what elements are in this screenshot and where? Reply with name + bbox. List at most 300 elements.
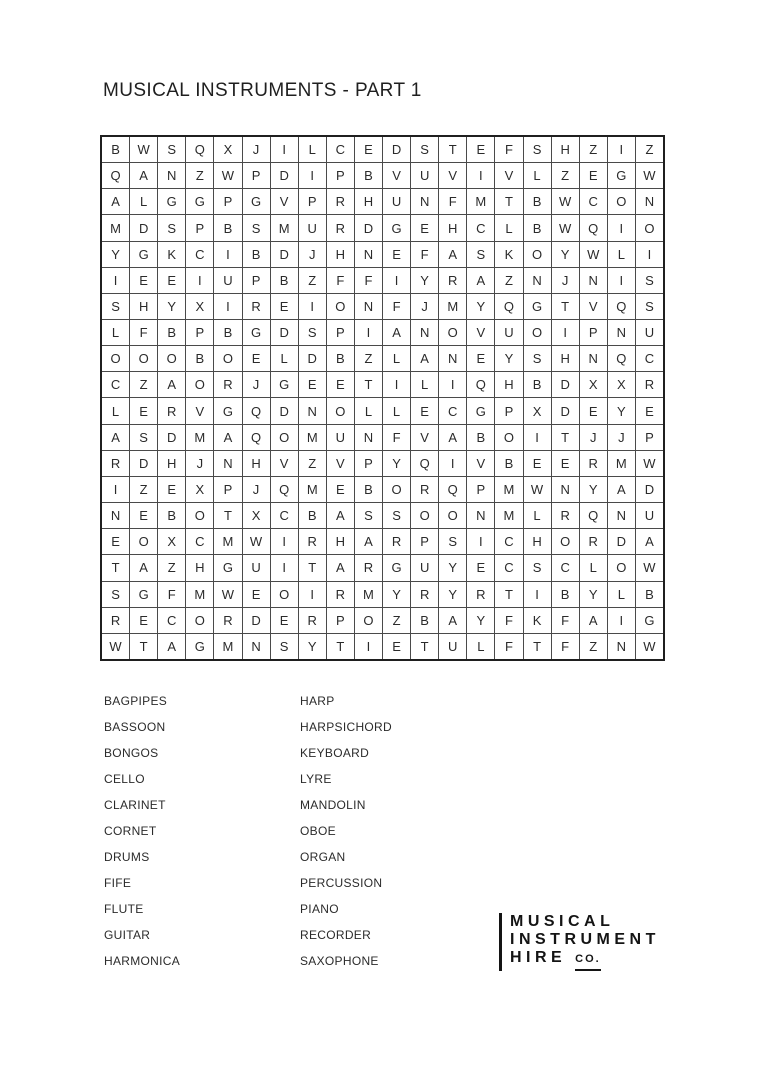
grid-cell-r11c6: Q bbox=[243, 398, 270, 423]
grid-cell-r9c18: N bbox=[580, 346, 607, 371]
grid-cell-r7c5: I bbox=[214, 294, 241, 319]
grid-cell-r16c2: O bbox=[130, 529, 157, 554]
grid-cell-r8c18: P bbox=[580, 320, 607, 345]
grid-cell-r11c17: D bbox=[552, 398, 579, 423]
grid-cell-r3c11: U bbox=[383, 189, 410, 214]
grid-cell-r1c4: Q bbox=[186, 137, 213, 162]
grid-cell-r14c1: I bbox=[102, 477, 129, 502]
word-item: GUITAR bbox=[104, 928, 151, 942]
grid-cell-r10c11: I bbox=[383, 372, 410, 397]
grid-cell-r8c13: O bbox=[439, 320, 466, 345]
logo-line-musical: MUSICAL bbox=[510, 913, 615, 930]
grid-cell-r3c16: B bbox=[524, 189, 551, 214]
grid-cell-r5c6: B bbox=[243, 242, 270, 267]
grid-cell-r10c16: B bbox=[524, 372, 551, 397]
grid-cell-r18c13: Y bbox=[439, 582, 466, 607]
grid-cell-r13c16: E bbox=[524, 451, 551, 476]
grid-cell-r2c16: L bbox=[524, 163, 551, 188]
grid-cell-r9c2: O bbox=[130, 346, 157, 371]
grid-cell-r19c12: B bbox=[411, 608, 438, 633]
grid-cell-r14c16: W bbox=[524, 477, 551, 502]
grid-cell-r6c18: N bbox=[580, 268, 607, 293]
grid-cell-r13c19: M bbox=[608, 451, 635, 476]
grid-cell-r14c6: J bbox=[243, 477, 270, 502]
grid-cell-r4c19: I bbox=[608, 215, 635, 240]
grid-cell-r19c2: E bbox=[130, 608, 157, 633]
grid-cell-r1c11: D bbox=[383, 137, 410, 162]
grid-cell-r17c18: L bbox=[580, 555, 607, 580]
grid-cell-r18c15: T bbox=[495, 582, 522, 607]
grid-cell-r9c19: Q bbox=[608, 346, 635, 371]
grid-cell-r8c2: F bbox=[130, 320, 157, 345]
grid-cell-r11c5: G bbox=[214, 398, 241, 423]
grid-cell-r3c1: A bbox=[102, 189, 129, 214]
grid-cell-r2c7: D bbox=[271, 163, 298, 188]
word-item: FIFE bbox=[104, 876, 132, 890]
grid-cell-r4c12: E bbox=[411, 215, 438, 240]
grid-cell-r18c16: I bbox=[524, 582, 551, 607]
grid-cell-r13c17: E bbox=[552, 451, 579, 476]
grid-cell-r15c5: T bbox=[214, 503, 241, 528]
grid-cell-r12c16: I bbox=[524, 425, 551, 450]
grid-cell-r18c3: F bbox=[158, 582, 185, 607]
grid-cell-r7c1: S bbox=[102, 294, 129, 319]
grid-cell-r13c3: H bbox=[158, 451, 185, 476]
grid-cell-r1c7: I bbox=[271, 137, 298, 162]
grid-cell-r3c2: L bbox=[130, 189, 157, 214]
grid-cell-r9c6: E bbox=[243, 346, 270, 371]
grid-cell-r16c7: I bbox=[271, 529, 298, 554]
grid-cell-r17c1: T bbox=[102, 555, 129, 580]
grid-cell-r16c1: E bbox=[102, 529, 129, 554]
grid-cell-r6c13: R bbox=[439, 268, 466, 293]
grid-cell-r1c13: T bbox=[439, 137, 466, 162]
grid-cell-r2c14: I bbox=[467, 163, 494, 188]
grid-cell-r9c20: C bbox=[636, 346, 663, 371]
grid-cell-r11c18: E bbox=[580, 398, 607, 423]
grid-cell-r20c14: L bbox=[467, 634, 494, 659]
grid-cell-r10c15: H bbox=[495, 372, 522, 397]
grid-cell-r4c18: Q bbox=[580, 215, 607, 240]
grid-cell-r17c2: A bbox=[130, 555, 157, 580]
grid-cell-r13c13: I bbox=[439, 451, 466, 476]
grid-cell-r5c4: C bbox=[186, 242, 213, 267]
grid-cell-r3c13: F bbox=[439, 189, 466, 214]
grid-cell-r4c11: G bbox=[383, 215, 410, 240]
grid-cell-r6c3: E bbox=[158, 268, 185, 293]
grid-cell-r8c3: B bbox=[158, 320, 185, 345]
grid-cell-r15c9: A bbox=[327, 503, 354, 528]
grid-cell-r1c18: Z bbox=[580, 137, 607, 162]
grid-cell-r13c6: H bbox=[243, 451, 270, 476]
grid-cell-r4c9: R bbox=[327, 215, 354, 240]
grid-cell-r2c3: N bbox=[158, 163, 185, 188]
grid-cell-r17c9: A bbox=[327, 555, 354, 580]
grid-cell-r14c19: A bbox=[608, 477, 635, 502]
grid-cell-r13c10: P bbox=[355, 451, 382, 476]
grid-cell-r6c4: I bbox=[186, 268, 213, 293]
grid-cell-r17c7: I bbox=[271, 555, 298, 580]
grid-cell-r13c4: J bbox=[186, 451, 213, 476]
grid-cell-r15c20: U bbox=[636, 503, 663, 528]
word-item: SAXOPHONE bbox=[300, 954, 379, 968]
grid-cell-r2c20: W bbox=[636, 163, 663, 188]
grid-cell-r11c1: L bbox=[102, 398, 129, 423]
grid-cell-r2c19: G bbox=[608, 163, 635, 188]
grid-cell-r17c4: H bbox=[186, 555, 213, 580]
grid-cell-r6c12: Y bbox=[411, 268, 438, 293]
grid-cell-r5c3: K bbox=[158, 242, 185, 267]
grid-cell-r9c12: A bbox=[411, 346, 438, 371]
grid-cell-r4c6: S bbox=[243, 215, 270, 240]
grid-cell-r16c11: R bbox=[383, 529, 410, 554]
grid-cell-r6c6: P bbox=[243, 268, 270, 293]
grid-cell-r18c14: R bbox=[467, 582, 494, 607]
grid-cell-r3c18: C bbox=[580, 189, 607, 214]
grid-cell-r20c13: U bbox=[439, 634, 466, 659]
grid-cell-r3c15: T bbox=[495, 189, 522, 214]
grid-cell-r7c12: J bbox=[411, 294, 438, 319]
grid-cell-r16c10: A bbox=[355, 529, 382, 554]
grid-cell-r10c6: J bbox=[243, 372, 270, 397]
grid-cell-r14c7: Q bbox=[271, 477, 298, 502]
grid-cell-r18c20: B bbox=[636, 582, 663, 607]
grid-cell-r5c15: K bbox=[495, 242, 522, 267]
grid-cell-r12c3: D bbox=[158, 425, 185, 450]
grid-cell-r5c16: O bbox=[524, 242, 551, 267]
grid-cell-r7c16: G bbox=[524, 294, 551, 319]
grid-cell-r15c18: Q bbox=[580, 503, 607, 528]
word-item: MANDOLIN bbox=[300, 798, 366, 812]
grid-cell-r5c11: E bbox=[383, 242, 410, 267]
grid-cell-r14c8: M bbox=[299, 477, 326, 502]
grid-cell-r9c1: O bbox=[102, 346, 129, 371]
grid-cell-r2c10: B bbox=[355, 163, 382, 188]
grid-cell-r17c17: C bbox=[552, 555, 579, 580]
logo-co-text: CO. bbox=[575, 950, 601, 971]
grid-cell-r11c8: N bbox=[299, 398, 326, 423]
grid-cell-r10c5: R bbox=[214, 372, 241, 397]
grid-cell-r4c13: H bbox=[439, 215, 466, 240]
grid-cell-r13c5: N bbox=[214, 451, 241, 476]
word-item: OBOE bbox=[300, 824, 336, 838]
grid-cell-r2c1: Q bbox=[102, 163, 129, 188]
grid-cell-r16c18: R bbox=[580, 529, 607, 554]
grid-cell-r14c5: P bbox=[214, 477, 241, 502]
grid-cell-r13c1: R bbox=[102, 451, 129, 476]
grid-cell-r9c15: Y bbox=[495, 346, 522, 371]
grid-cell-r2c18: E bbox=[580, 163, 607, 188]
grid-cell-r19c6: D bbox=[243, 608, 270, 633]
grid-cell-r8c15: U bbox=[495, 320, 522, 345]
grid-cell-r7c2: H bbox=[130, 294, 157, 319]
grid-cell-r12c12: V bbox=[411, 425, 438, 450]
grid-cell-r1c2: W bbox=[130, 137, 157, 162]
grid-cell-r17c11: G bbox=[383, 555, 410, 580]
grid-cell-r12c15: O bbox=[495, 425, 522, 450]
grid-cell-r5c17: Y bbox=[552, 242, 579, 267]
grid-cell-r5c8: J bbox=[299, 242, 326, 267]
grid-cell-r7c13: M bbox=[439, 294, 466, 319]
grid-cell-r3c4: G bbox=[186, 189, 213, 214]
grid-cell-r2c13: V bbox=[439, 163, 466, 188]
grid-cell-r18c2: G bbox=[130, 582, 157, 607]
grid-cell-r15c15: M bbox=[495, 503, 522, 528]
grid-cell-r9c14: E bbox=[467, 346, 494, 371]
grid-cell-r18c5: W bbox=[214, 582, 241, 607]
grid-cell-r6c5: U bbox=[214, 268, 241, 293]
grid-cell-r13c12: Q bbox=[411, 451, 438, 476]
grid-cell-r14c15: M bbox=[495, 477, 522, 502]
grid-cell-r15c6: X bbox=[243, 503, 270, 528]
grid-cell-r18c4: M bbox=[186, 582, 213, 607]
grid-cell-r14c13: Q bbox=[439, 477, 466, 502]
grid-cell-r18c9: R bbox=[327, 582, 354, 607]
grid-cell-r11c14: G bbox=[467, 398, 494, 423]
grid-cell-r19c4: O bbox=[186, 608, 213, 633]
grid-cell-r20c20: W bbox=[636, 634, 663, 659]
grid-cell-r1c10: E bbox=[355, 137, 382, 162]
grid-cell-r11c4: V bbox=[186, 398, 213, 423]
grid-cell-r19c17: F bbox=[552, 608, 579, 633]
grid-cell-r7c18: V bbox=[580, 294, 607, 319]
grid-cell-r6c14: A bbox=[467, 268, 494, 293]
grid-cell-r12c10: N bbox=[355, 425, 382, 450]
grid-cell-r14c12: R bbox=[411, 477, 438, 502]
grid-cell-r7c17: T bbox=[552, 294, 579, 319]
grid-cell-r16c15: C bbox=[495, 529, 522, 554]
grid-cell-r8c6: G bbox=[243, 320, 270, 345]
word-item: RECORDER bbox=[300, 928, 372, 942]
grid-cell-r11c12: E bbox=[411, 398, 438, 423]
grid-cell-r12c13: A bbox=[439, 425, 466, 450]
grid-cell-r20c4: G bbox=[186, 634, 213, 659]
grid-cell-r13c9: V bbox=[327, 451, 354, 476]
grid-cell-r8c7: D bbox=[271, 320, 298, 345]
grid-cell-r4c2: D bbox=[130, 215, 157, 240]
grid-cell-r20c6: N bbox=[243, 634, 270, 659]
grid-cell-r11c3: R bbox=[158, 398, 185, 423]
grid-cell-r1c8: L bbox=[299, 137, 326, 162]
word-item: CORNET bbox=[104, 824, 157, 838]
grid-cell-r2c11: V bbox=[383, 163, 410, 188]
grid-cell-r19c3: C bbox=[158, 608, 185, 633]
grid-cell-r2c12: U bbox=[411, 163, 438, 188]
grid-cell-r11c16: X bbox=[524, 398, 551, 423]
grid-cell-r10c1: C bbox=[102, 372, 129, 397]
grid-cell-r3c19: O bbox=[608, 189, 635, 214]
grid-cell-r4c3: S bbox=[158, 215, 185, 240]
grid-cell-r6c17: J bbox=[552, 268, 579, 293]
grid-cell-r12c14: B bbox=[467, 425, 494, 450]
grid-cell-r6c16: N bbox=[524, 268, 551, 293]
grid-cell-r4c7: M bbox=[271, 215, 298, 240]
grid-cell-r5c12: F bbox=[411, 242, 438, 267]
grid-cell-r15c3: B bbox=[158, 503, 185, 528]
grid-cell-r13c7: V bbox=[271, 451, 298, 476]
grid-cell-r14c18: Y bbox=[580, 477, 607, 502]
word-item: BAGPIPES bbox=[104, 694, 168, 708]
grid-cell-r20c10: I bbox=[355, 634, 382, 659]
grid-cell-r4c15: L bbox=[495, 215, 522, 240]
grid-cell-r15c2: E bbox=[130, 503, 157, 528]
grid-cell-r3c5: P bbox=[214, 189, 241, 214]
grid-cell-r11c10: L bbox=[355, 398, 382, 423]
grid-cell-r14c2: Z bbox=[130, 477, 157, 502]
grid-cell-r2c4: Z bbox=[186, 163, 213, 188]
grid-cell-r5c9: H bbox=[327, 242, 354, 267]
grid-cell-r19c15: F bbox=[495, 608, 522, 633]
grid-cell-r2c9: P bbox=[327, 163, 354, 188]
grid-cell-r20c16: T bbox=[524, 634, 551, 659]
grid-cell-r4c10: D bbox=[355, 215, 382, 240]
grid-cell-r4c20: O bbox=[636, 215, 663, 240]
grid-cell-r5c13: A bbox=[439, 242, 466, 267]
grid-cell-r11c9: O bbox=[327, 398, 354, 423]
grid-cell-r1c14: E bbox=[467, 137, 494, 162]
grid-cell-r20c15: F bbox=[495, 634, 522, 659]
grid-cell-r7c4: X bbox=[186, 294, 213, 319]
grid-cell-r19c1: R bbox=[102, 608, 129, 633]
grid-cell-r6c7: B bbox=[271, 268, 298, 293]
grid-cell-r17c14: E bbox=[467, 555, 494, 580]
grid-cell-r11c11: L bbox=[383, 398, 410, 423]
grid-cell-r3c12: N bbox=[411, 189, 438, 214]
word-item: LYRE bbox=[300, 772, 332, 786]
word-item: KEYBOARD bbox=[300, 746, 370, 760]
grid-cell-r13c8: Z bbox=[299, 451, 326, 476]
grid-cell-r16c9: H bbox=[327, 529, 354, 554]
grid-cell-r13c20: W bbox=[636, 451, 663, 476]
grid-cell-r1c12: S bbox=[411, 137, 438, 162]
grid-cell-r8c11: A bbox=[383, 320, 410, 345]
grid-cell-r12c11: F bbox=[383, 425, 410, 450]
word-item: ORGAN bbox=[300, 850, 346, 864]
grid-cell-r19c19: I bbox=[608, 608, 635, 633]
grid-cell-r4c5: B bbox=[214, 215, 241, 240]
grid-cell-r12c18: J bbox=[580, 425, 607, 450]
word-list-left bbox=[104, 694, 180, 980]
grid-cell-r15c14: N bbox=[467, 503, 494, 528]
grid-cell-r7c7: E bbox=[271, 294, 298, 319]
grid-cell-r10c18: X bbox=[580, 372, 607, 397]
grid-cell-r15c4: O bbox=[186, 503, 213, 528]
grid-cell-r1c1: B bbox=[102, 137, 129, 162]
grid-cell-r11c20: E bbox=[636, 398, 663, 423]
grid-cell-r5c1: Y bbox=[102, 242, 129, 267]
grid-cell-r5c10: N bbox=[355, 242, 382, 267]
grid-cell-r17c3: Z bbox=[158, 555, 185, 580]
grid-cell-r3c17: W bbox=[552, 189, 579, 214]
grid-cell-r7c10: N bbox=[355, 294, 382, 319]
grid-cell-r1c16: S bbox=[524, 137, 551, 162]
word-item: HARMONICA bbox=[104, 954, 181, 968]
grid-cell-r3c10: H bbox=[355, 189, 382, 214]
grid-cell-r14c10: B bbox=[355, 477, 382, 502]
grid-cell-r19c20: G bbox=[636, 608, 663, 633]
grid-cell-r19c11: Z bbox=[383, 608, 410, 633]
grid-cell-r18c1: S bbox=[102, 582, 129, 607]
grid-cell-r11c19: Y bbox=[608, 398, 635, 423]
grid-cell-r10c17: D bbox=[552, 372, 579, 397]
grid-cell-r16c14: I bbox=[467, 529, 494, 554]
grid-cell-r11c15: P bbox=[495, 398, 522, 423]
grid-cell-r2c2: A bbox=[130, 163, 157, 188]
grid-cell-r4c14: C bbox=[467, 215, 494, 240]
grid-cell-r16c12: P bbox=[411, 529, 438, 554]
grid-cell-r14c11: O bbox=[383, 477, 410, 502]
grid-cell-r11c2: E bbox=[130, 398, 157, 423]
grid-cell-r10c8: E bbox=[299, 372, 326, 397]
grid-cell-r6c20: S bbox=[636, 268, 663, 293]
grid-cell-r14c17: N bbox=[552, 477, 579, 502]
grid-cell-r3c20: N bbox=[636, 189, 663, 214]
grid-cell-r16c16: H bbox=[524, 529, 551, 554]
grid-cell-r10c7: G bbox=[271, 372, 298, 397]
grid-cell-r9c17: H bbox=[552, 346, 579, 371]
grid-cell-r18c6: E bbox=[243, 582, 270, 607]
grid-cell-r12c2: S bbox=[130, 425, 157, 450]
grid-cell-r2c15: V bbox=[495, 163, 522, 188]
grid-cell-r17c12: U bbox=[411, 555, 438, 580]
grid-cell-r6c10: F bbox=[355, 268, 382, 293]
grid-cell-r4c8: U bbox=[299, 215, 326, 240]
grid-cell-r18c19: L bbox=[608, 582, 635, 607]
grid-cell-r6c19: I bbox=[608, 268, 635, 293]
grid-cell-r12c5: A bbox=[214, 425, 241, 450]
grid-cell-r19c14: Y bbox=[467, 608, 494, 633]
grid-cell-r5c18: W bbox=[580, 242, 607, 267]
grid-cell-r18c7: O bbox=[271, 582, 298, 607]
grid-cell-r9c13: N bbox=[439, 346, 466, 371]
grid-cell-r1c19: I bbox=[608, 137, 635, 162]
grid-cell-r9c8: D bbox=[299, 346, 326, 371]
logo-line-instrument: INSTRUMENT bbox=[510, 931, 660, 948]
grid-cell-r18c18: Y bbox=[580, 582, 607, 607]
word-item: PERCUSSION bbox=[300, 876, 383, 890]
grid-cell-r20c18: Z bbox=[580, 634, 607, 659]
grid-cell-r8c8: S bbox=[299, 320, 326, 345]
grid-cell-r5c20: I bbox=[636, 242, 663, 267]
grid-cell-r8c5: B bbox=[214, 320, 241, 345]
grid-cell-r16c19: D bbox=[608, 529, 635, 554]
grid-cell-r11c7: D bbox=[271, 398, 298, 423]
grid-cell-r20c9: T bbox=[327, 634, 354, 659]
grid-cell-r10c12: L bbox=[411, 372, 438, 397]
grid-cell-r9c5: O bbox=[214, 346, 241, 371]
grid-cell-r16c17: O bbox=[552, 529, 579, 554]
grid-cell-r8c19: N bbox=[608, 320, 635, 345]
grid-cell-r20c2: T bbox=[130, 634, 157, 659]
grid-cell-r1c9: C bbox=[327, 137, 354, 162]
grid-cell-r6c15: Z bbox=[495, 268, 522, 293]
grid-cell-r11c13: C bbox=[439, 398, 466, 423]
grid-cell-r15c8: B bbox=[299, 503, 326, 528]
grid-cell-r1c5: X bbox=[214, 137, 241, 162]
grid-cell-r6c2: E bbox=[130, 268, 157, 293]
grid-cell-r17c10: R bbox=[355, 555, 382, 580]
grid-cell-r12c6: Q bbox=[243, 425, 270, 450]
grid-cell-r8c4: P bbox=[186, 320, 213, 345]
grid-cell-r2c8: I bbox=[299, 163, 326, 188]
grid-cell-r1c6: J bbox=[243, 137, 270, 162]
grid-cell-r6c1: I bbox=[102, 268, 129, 293]
grid-cell-r20c7: S bbox=[271, 634, 298, 659]
grid-cell-r10c20: R bbox=[636, 372, 663, 397]
grid-cell-r12c20: P bbox=[636, 425, 663, 450]
grid-cell-r14c14: P bbox=[467, 477, 494, 502]
grid-cell-r7c19: Q bbox=[608, 294, 635, 319]
